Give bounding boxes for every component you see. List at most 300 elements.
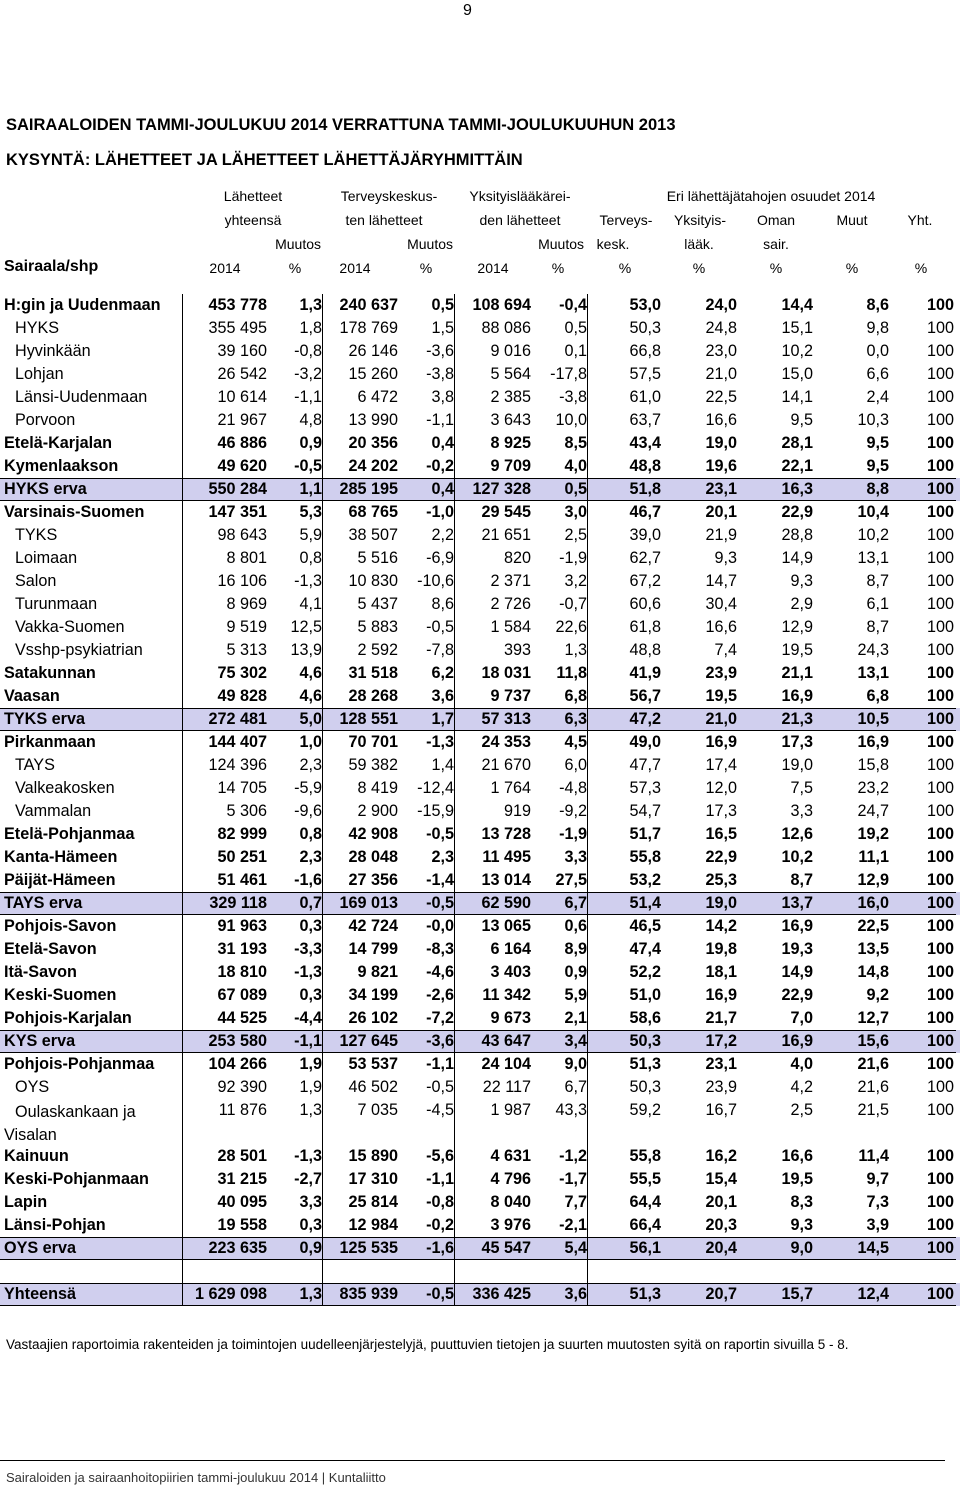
cell-tk-muutos: 6,2 <box>431 664 454 682</box>
cell-osuus-terveyskesk: 61,0 <box>629 388 661 406</box>
header-muutos-2: Muutos <box>407 236 453 252</box>
cell-osuus-yht: 100 <box>926 733 954 751</box>
table-row <box>0 754 960 777</box>
data-table <box>0 294 960 1306</box>
cell-yks-muutos: 4,0 <box>564 457 587 475</box>
table-row <box>0 1145 960 1168</box>
cell-tk-muutos: 0,4 <box>431 480 454 498</box>
cell-lahetteet-muutos: 1,1 <box>299 480 322 498</box>
cell-yks-muutos: 3,4 <box>564 1032 587 1050</box>
cell-osuus-muut: 8,7 <box>866 572 889 590</box>
cell-tk-2014: 42 908 <box>348 825 398 843</box>
cell-lahetteet-2014: 10 614 <box>217 388 267 406</box>
cell-lahetteet-muutos: -1,3 <box>294 572 322 590</box>
row-label: Itä-Savon <box>4 963 77 981</box>
cell-osuus-muut: 13,1 <box>857 549 889 567</box>
header-muutos-3: Muutos <box>538 236 584 252</box>
row-label: TYKS erva <box>4 710 85 728</box>
cell-osuus-yksityis: 17,3 <box>705 802 737 820</box>
cell-osuus-muut: 21,5 <box>857 1101 889 1119</box>
cell-osuus-oman-sair: 21,1 <box>781 664 813 682</box>
cell-osuus-yksityis: 30,4 <box>705 595 737 613</box>
cell-yks-muutos: 0,9 <box>564 963 587 981</box>
row-label: KYS erva <box>4 1032 76 1050</box>
header-ten-lahetteet: ten lähetteet <box>345 212 423 228</box>
cell-osuus-yht: 100 <box>926 871 954 889</box>
cell-tk-muutos: 0,4 <box>431 434 454 452</box>
cell-yks-2014: 2 726 <box>490 595 531 613</box>
cell-osuus-yht: 100 <box>926 1216 954 1234</box>
cell-lahetteet-2014: 26 542 <box>217 365 267 383</box>
cell-yks-2014: 13 014 <box>481 871 531 889</box>
cell-yks-muutos: -9,2 <box>559 802 587 820</box>
header-muut: Muut <box>836 212 868 228</box>
cell-osuus-yht: 100 <box>926 572 954 590</box>
cell-tk-muutos: 1,5 <box>431 319 454 337</box>
cell-lahetteet-muutos: 1,9 <box>299 1055 322 1073</box>
cell-tk-muutos: -0,2 <box>426 1216 454 1234</box>
row-label: OYS erva <box>4 1239 76 1257</box>
table-row <box>0 501 960 524</box>
table-row <box>0 777 960 800</box>
cell-yks-2014: 8 925 <box>490 434 531 452</box>
cell-yks-2014: 820 <box>503 549 531 567</box>
cell-osuus-muut: 13,5 <box>857 940 889 958</box>
cell-yks-2014: 1 764 <box>490 779 531 797</box>
cell-osuus-terveyskesk: 57,5 <box>629 365 661 383</box>
cell-tk-2014: 15 260 <box>348 365 398 383</box>
table-row <box>0 1076 960 1099</box>
cell-osuus-muut: 12,9 <box>857 871 889 889</box>
row-label: Keski-Suomen <box>4 986 117 1004</box>
cell-yks-2014: 3 976 <box>490 1216 531 1234</box>
cell-tk-muutos: -1,0 <box>426 503 454 521</box>
table-row <box>0 984 960 1007</box>
cell-tk-muutos: 2,2 <box>431 526 454 544</box>
cell-tk-muutos: -4,6 <box>426 963 454 981</box>
cell-osuus-muut: 12,7 <box>857 1009 889 1027</box>
cell-osuus-yksityis: 19,0 <box>705 434 737 452</box>
cell-osuus-muut: 16,9 <box>857 733 889 751</box>
cell-osuus-yksityis: 12,0 <box>705 779 737 797</box>
cell-tk-2014: 24 202 <box>348 457 398 475</box>
cell-tk-2014: 169 013 <box>339 894 398 912</box>
cell-yks-2014: 21 651 <box>481 526 531 544</box>
cell-lahetteet-2014: 9 519 <box>226 618 267 636</box>
report-subtitle: KYSYNTÄ: LÄHETTEET JA LÄHETTEET LÄHETTÄJÄRYHMITTÄIN <box>6 151 523 169</box>
header-laak: lääk. <box>684 236 714 252</box>
cell-osuus-yksityis: 16,6 <box>705 411 737 429</box>
cell-osuus-muut: 2,4 <box>866 388 889 406</box>
cell-lahetteet-2014: 75 302 <box>217 664 267 682</box>
header-terveyskeskus: Terveyskeskus- <box>340 188 438 204</box>
cell-osuus-yksityis: 17,2 <box>705 1032 737 1050</box>
cell-yks-muutos: 1,3 <box>564 641 587 659</box>
cell-yks-muutos: 8,5 <box>564 434 587 452</box>
cell-yks-muutos: 10,0 <box>555 411 587 429</box>
header-pct-4: % <box>618 260 632 276</box>
row-label: Pohjois-Savon <box>4 917 117 935</box>
cell-tk-2014: 38 507 <box>348 526 398 544</box>
cell-tk-muutos: -4,5 <box>426 1101 454 1119</box>
cell-yks-2014: 9 737 <box>490 687 531 705</box>
header-den-lahetteet: den lähetteet <box>479 212 561 228</box>
cell-osuus-yksityis: 16,5 <box>705 825 737 843</box>
cell-yks-2014: 5 564 <box>490 365 531 383</box>
cell-osuus-yksityis: 23,0 <box>705 342 737 360</box>
cell-osuus-yht: 100 <box>926 296 954 314</box>
cell-osuus-oman-sair: 19,3 <box>781 940 813 958</box>
cell-osuus-yht: 100 <box>926 1170 954 1188</box>
footer: Sairaloiden ja sairaanhoitopiirien tammi-joulukuu 2014 | Kuntaliitto <box>6 1470 386 1485</box>
cell-tk-2014: 28 048 <box>348 848 398 866</box>
table-row <box>0 846 960 869</box>
cell-lahetteet-2014: 8 969 <box>226 595 267 613</box>
cell-osuus-oman-sair: 17,3 <box>781 733 813 751</box>
cell-osuus-terveyskesk: 66,8 <box>629 342 661 360</box>
cell-osuus-yht: 100 <box>926 779 954 797</box>
cell-tk-muutos: -12,4 <box>417 779 454 797</box>
row-label: Keski-Pohjanmaan <box>4 1170 149 1188</box>
cell-tk-2014: 285 195 <box>339 480 398 498</box>
cell-osuus-yht: 100 <box>926 1147 954 1165</box>
cell-tk-2014: 26 146 <box>348 342 398 360</box>
cell-osuus-muut: 10,3 <box>857 411 889 429</box>
cell-lahetteet-muutos: 1,8 <box>299 319 322 337</box>
row-label: Varsinais-Suomen <box>4 503 145 521</box>
cell-lahetteet-2014: 16 106 <box>217 572 267 590</box>
row-label: TAYS <box>15 756 55 774</box>
cell-lahetteet-muutos: 1,0 <box>299 733 322 751</box>
cell-osuus-terveyskesk: 58,6 <box>629 1009 661 1027</box>
cell-osuus-oman-sair: 4,0 <box>790 1055 813 1073</box>
cell-osuus-yksityis: 24,8 <box>705 319 737 337</box>
cell-osuus-muut: 22,5 <box>857 917 889 935</box>
cell-tk-muutos: -1,6 <box>426 1239 454 1257</box>
cell-tk-2014: 2 900 <box>357 802 398 820</box>
cell-tk-muutos: -8,3 <box>426 940 454 958</box>
cell-osuus-yksityis: 19,8 <box>705 940 737 958</box>
cell-lahetteet-muutos: 4,1 <box>299 595 322 613</box>
table-row <box>0 662 960 685</box>
cell-lahetteet-2014: 147 351 <box>208 503 267 521</box>
table-row <box>0 639 960 662</box>
cell-osuus-yksityis: 9,3 <box>714 549 737 567</box>
cell-osuus-muut: 8,7 <box>866 618 889 636</box>
cell-yks-muutos: -1,2 <box>559 1147 587 1165</box>
cell-lahetteet-2014: 14 705 <box>217 779 267 797</box>
cell-tk-muutos: -1,1 <box>426 411 454 429</box>
cell-osuus-yksityis: 23,9 <box>705 1078 737 1096</box>
cell-osuus-yht: 100 <box>926 434 954 452</box>
cell-osuus-oman-sair: 16,9 <box>781 687 813 705</box>
cell-osuus-terveyskesk: 51,3 <box>629 1055 661 1073</box>
header-pct-5: % <box>692 260 706 276</box>
table-row <box>0 409 960 432</box>
cell-yks-muutos: 6,0 <box>564 756 587 774</box>
table-row <box>0 1007 960 1030</box>
cell-yks-2014: 1 987 <box>490 1101 531 1119</box>
cell-osuus-muut: 21,6 <box>857 1055 889 1073</box>
cell-osuus-terveyskesk: 66,4 <box>629 1216 661 1234</box>
cell-lahetteet-2014: 223 635 <box>208 1239 267 1257</box>
cell-tk-muutos: -7,2 <box>426 1009 454 1027</box>
cell-lahetteet-muutos: 1,3 <box>299 1101 322 1119</box>
cell-osuus-oman-sair: 10,2 <box>781 848 813 866</box>
cell-osuus-yht: 100 <box>926 986 954 1004</box>
cell-osuus-muut: 12,4 <box>857 1285 889 1303</box>
cell-tk-2014: 34 199 <box>348 986 398 1004</box>
header-lahetteet: Lähetteet <box>223 188 283 204</box>
cell-osuus-oman-sair: 8,7 <box>790 871 813 889</box>
row-label: Päijät-Hämeen <box>4 871 116 889</box>
cell-tk-2014: 17 310 <box>348 1170 398 1188</box>
cell-osuus-oman-sair: 16,6 <box>781 1147 813 1165</box>
cell-yks-muutos: 2,5 <box>564 526 587 544</box>
cell-osuus-oman-sair: 16,9 <box>781 1032 813 1050</box>
cell-yks-muutos: 5,9 <box>564 986 587 1004</box>
header-pct-6: % <box>769 260 783 276</box>
cell-lahetteet-2014: 51 461 <box>217 871 267 889</box>
row-label: Länsi-Pohjan <box>4 1216 106 1234</box>
table-row <box>0 938 960 961</box>
cell-osuus-yht: 100 <box>926 756 954 774</box>
cell-osuus-yht: 100 <box>926 411 954 429</box>
cell-tk-2014: 42 724 <box>348 917 398 935</box>
row-label: Kainuun <box>4 1147 69 1165</box>
cell-lahetteet-2014: 8 801 <box>226 549 267 567</box>
cell-osuus-yksityis: 19,5 <box>705 687 737 705</box>
cell-yks-muutos: -4,8 <box>559 779 587 797</box>
cell-osuus-yht: 100 <box>926 710 954 728</box>
table-row <box>0 524 960 547</box>
cell-yks-2014: 393 <box>503 641 531 659</box>
cell-lahetteet-2014: 44 525 <box>217 1009 267 1027</box>
cell-osuus-oman-sair: 8,3 <box>790 1193 813 1211</box>
cell-lahetteet-2014: 40 095 <box>217 1193 267 1211</box>
cell-osuus-muut: 6,8 <box>866 687 889 705</box>
cell-yks-muutos: 43,3 <box>555 1101 587 1119</box>
cell-osuus-muut: 9,8 <box>866 319 889 337</box>
cell-osuus-oman-sair: 21,3 <box>781 710 813 728</box>
cell-osuus-terveyskesk: 62,7 <box>629 549 661 567</box>
cell-yks-muutos: -17,8 <box>550 365 587 383</box>
cell-osuus-terveyskesk: 52,2 <box>629 963 661 981</box>
table-row <box>0 432 960 455</box>
cell-lahetteet-muutos: 5,9 <box>299 526 322 544</box>
cell-osuus-muut: 21,6 <box>857 1078 889 1096</box>
cell-yks-muutos: 11,8 <box>556 664 587 682</box>
cell-lahetteet-muutos: 5,3 <box>299 503 322 521</box>
row-label: Hyvinkään <box>15 342 91 360</box>
cell-osuus-yht: 100 <box>926 549 954 567</box>
row-label: H:gin ja Uudenmaan <box>4 296 161 314</box>
cell-tk-2014: 835 939 <box>339 1285 398 1303</box>
cell-osuus-yksityis: 23,1 <box>705 480 737 498</box>
cell-yks-2014: 8 040 <box>490 1193 531 1211</box>
row-label: HYKS erva <box>4 480 87 498</box>
cell-osuus-muut: 19,2 <box>857 825 889 843</box>
cell-osuus-terveyskesk: 50,3 <box>629 319 661 337</box>
report-title: SAIRAALOIDEN TAMMI-JOULUKUU 2014 VERRATTUNA TAMMI-JOULUKUUHUN 2013 <box>6 116 676 134</box>
cell-osuus-yht: 100 <box>926 1055 954 1073</box>
cell-osuus-terveyskesk: 57,3 <box>629 779 661 797</box>
cell-yks-2014: 43 647 <box>481 1032 531 1050</box>
cell-tk-muutos: -0,5 <box>426 825 454 843</box>
row-label: Oulaskankaan ja Visalan <box>4 1103 136 1144</box>
cell-tk-muutos: 1,4 <box>431 756 454 774</box>
cell-tk-2014: 20 356 <box>348 434 398 452</box>
cell-osuus-muut: 24,3 <box>857 641 889 659</box>
cell-lahetteet-muutos: -9,6 <box>294 802 322 820</box>
cell-osuus-yksityis: 14,2 <box>705 917 737 935</box>
cell-lahetteet-2014: 91 963 <box>217 917 267 935</box>
cell-osuus-yksityis: 14,7 <box>705 572 737 590</box>
cell-lahetteet-muutos: 2,3 <box>299 848 322 866</box>
cell-osuus-muut: 15,6 <box>857 1032 889 1050</box>
header-pct-7: % <box>845 260 859 276</box>
row-label: Pirkanmaan <box>4 733 96 751</box>
cell-osuus-muut: 6,1 <box>866 595 889 613</box>
cell-yks-2014: 57 313 <box>481 710 531 728</box>
cell-osuus-terveyskesk: 49,0 <box>629 733 661 751</box>
cell-lahetteet-muutos: 13,9 <box>290 641 322 659</box>
cell-tk-2014: 14 799 <box>348 940 398 958</box>
cell-osuus-oman-sair: 22,9 <box>781 986 813 1004</box>
row-label: Pohjois-Karjalan <box>4 1009 132 1027</box>
cell-yks-2014: 18 031 <box>481 664 531 682</box>
cell-lahetteet-muutos: 1,3 <box>299 296 322 314</box>
table-row <box>0 593 960 616</box>
cell-osuus-muut: 13,1 <box>857 664 889 682</box>
cell-lahetteet-muutos: 1,9 <box>299 1078 322 1096</box>
cell-osuus-yht: 100 <box>926 641 954 659</box>
cell-tk-2014: 53 537 <box>348 1055 398 1073</box>
cell-lahetteet-muutos: -2,7 <box>294 1170 322 1188</box>
cell-osuus-muut: 10,5 <box>857 710 889 728</box>
cell-osuus-yksityis: 22,9 <box>705 848 737 866</box>
cell-lahetteet-2014: 1 629 098 <box>194 1285 267 1303</box>
table-row <box>0 547 960 570</box>
cell-osuus-muut: 11,1 <box>858 848 889 866</box>
cell-lahetteet-muutos: 12,5 <box>290 618 322 636</box>
cell-lahetteet-2014: 329 118 <box>209 894 267 912</box>
header-year-1: 2014 <box>209 260 241 276</box>
cell-lahetteet-2014: 21 967 <box>217 411 267 429</box>
cell-lahetteet-muutos: 2,3 <box>299 756 322 774</box>
table-row <box>0 386 960 409</box>
table-row <box>0 1053 960 1076</box>
row-label: HYKS <box>15 319 60 337</box>
cell-tk-2014: 70 701 <box>348 733 398 751</box>
cell-osuus-muut: 9,7 <box>866 1170 889 1188</box>
cell-yks-muutos: 7,7 <box>564 1193 587 1211</box>
cell-osuus-yht: 100 <box>926 365 954 383</box>
cell-tk-muutos: -15,9 <box>417 802 454 820</box>
cell-osuus-terveyskesk: 51,4 <box>629 894 661 912</box>
cell-osuus-terveyskesk: 50,3 <box>629 1032 661 1050</box>
summary-row <box>0 892 960 915</box>
cell-osuus-oman-sair: 16,9 <box>781 917 813 935</box>
cell-yks-muutos: 27,5 <box>555 871 587 889</box>
cell-lahetteet-2014: 67 089 <box>217 986 267 1004</box>
cell-osuus-yht: 100 <box>926 940 954 958</box>
cell-osuus-oman-sair: 9,3 <box>790 1216 813 1234</box>
cell-tk-muutos: -3,8 <box>426 365 454 383</box>
cell-osuus-yht: 100 <box>926 503 954 521</box>
column-divider <box>454 294 455 1306</box>
table-row <box>0 1191 960 1214</box>
header-terveys: Terveys- <box>599 212 653 228</box>
cell-yks-muutos: 6,8 <box>564 687 587 705</box>
cell-yks-2014: 1 584 <box>490 618 531 636</box>
cell-osuus-terveyskesk: 51,8 <box>629 480 661 498</box>
header-pct-8: % <box>914 260 928 276</box>
cell-yks-muutos: 3,0 <box>564 503 587 521</box>
cell-lahetteet-2014: 355 495 <box>208 319 267 337</box>
cell-osuus-terveyskesk: 56,7 <box>629 687 661 705</box>
table-row <box>0 340 960 363</box>
cell-osuus-terveyskesk: 54,7 <box>629 802 661 820</box>
table-row <box>0 1099 960 1145</box>
cell-osuus-yht: 100 <box>926 526 954 544</box>
cell-yks-muutos: 6,7 <box>564 894 587 912</box>
cell-osuus-yht: 100 <box>926 1285 954 1303</box>
cell-osuus-yht: 100 <box>926 894 954 912</box>
cell-osuus-yht: 100 <box>926 1101 954 1119</box>
summary-row <box>0 1283 960 1306</box>
cell-lahetteet-muutos: 0,9 <box>299 1239 322 1257</box>
cell-yks-muutos: 3,6 <box>564 1285 587 1303</box>
cell-osuus-yht: 100 <box>926 342 954 360</box>
cell-yks-muutos: -2,1 <box>559 1216 587 1234</box>
cell-lahetteet-2014: 19 558 <box>217 1216 267 1234</box>
cell-osuus-oman-sair: 3,3 <box>790 802 813 820</box>
cell-tk-2014: 178 769 <box>339 319 398 337</box>
cell-lahetteet-2014: 50 251 <box>217 848 267 866</box>
summary-row <box>0 708 960 731</box>
row-label: Porvoon <box>15 411 76 429</box>
cell-osuus-muut: 24,7 <box>857 802 889 820</box>
cell-tk-2014: 5 516 <box>357 549 398 567</box>
header-muutos-1: Muutos <box>275 236 321 252</box>
cell-yks-muutos: -1,7 <box>559 1170 587 1188</box>
row-label: Yhteensä <box>4 1285 76 1303</box>
cell-yks-2014: 4 796 <box>490 1170 531 1188</box>
cell-tk-2014: 5 883 <box>357 618 398 636</box>
cell-osuus-yht: 100 <box>926 848 954 866</box>
cell-lahetteet-muutos: 5,0 <box>299 710 322 728</box>
cell-osuus-oman-sair: 12,9 <box>781 618 813 636</box>
cell-osuus-yksityis: 21,9 <box>705 526 737 544</box>
cell-osuus-terveyskesk: 67,2 <box>629 572 661 590</box>
cell-tk-muutos: -1,3 <box>426 733 454 751</box>
cell-osuus-yksityis: 16,2 <box>705 1147 737 1165</box>
table-row <box>0 1260 960 1283</box>
cell-osuus-terveyskesk: 61,8 <box>629 618 661 636</box>
cell-osuus-muut: 6,6 <box>866 365 889 383</box>
header-sair: sair. <box>763 236 789 252</box>
cell-osuus-oman-sair: 13,7 <box>781 894 813 912</box>
cell-osuus-yht: 100 <box>926 595 954 613</box>
cell-lahetteet-muutos: -1,3 <box>294 1147 322 1165</box>
cell-tk-muutos: -1,1 <box>426 1170 454 1188</box>
cell-osuus-yksityis: 21,0 <box>705 710 737 728</box>
cell-yks-2014: 3 403 <box>490 963 531 981</box>
cell-osuus-yksityis: 23,1 <box>705 1055 737 1073</box>
cell-tk-2014: 59 382 <box>348 756 398 774</box>
cell-lahetteet-muutos: -3,2 <box>294 365 322 383</box>
